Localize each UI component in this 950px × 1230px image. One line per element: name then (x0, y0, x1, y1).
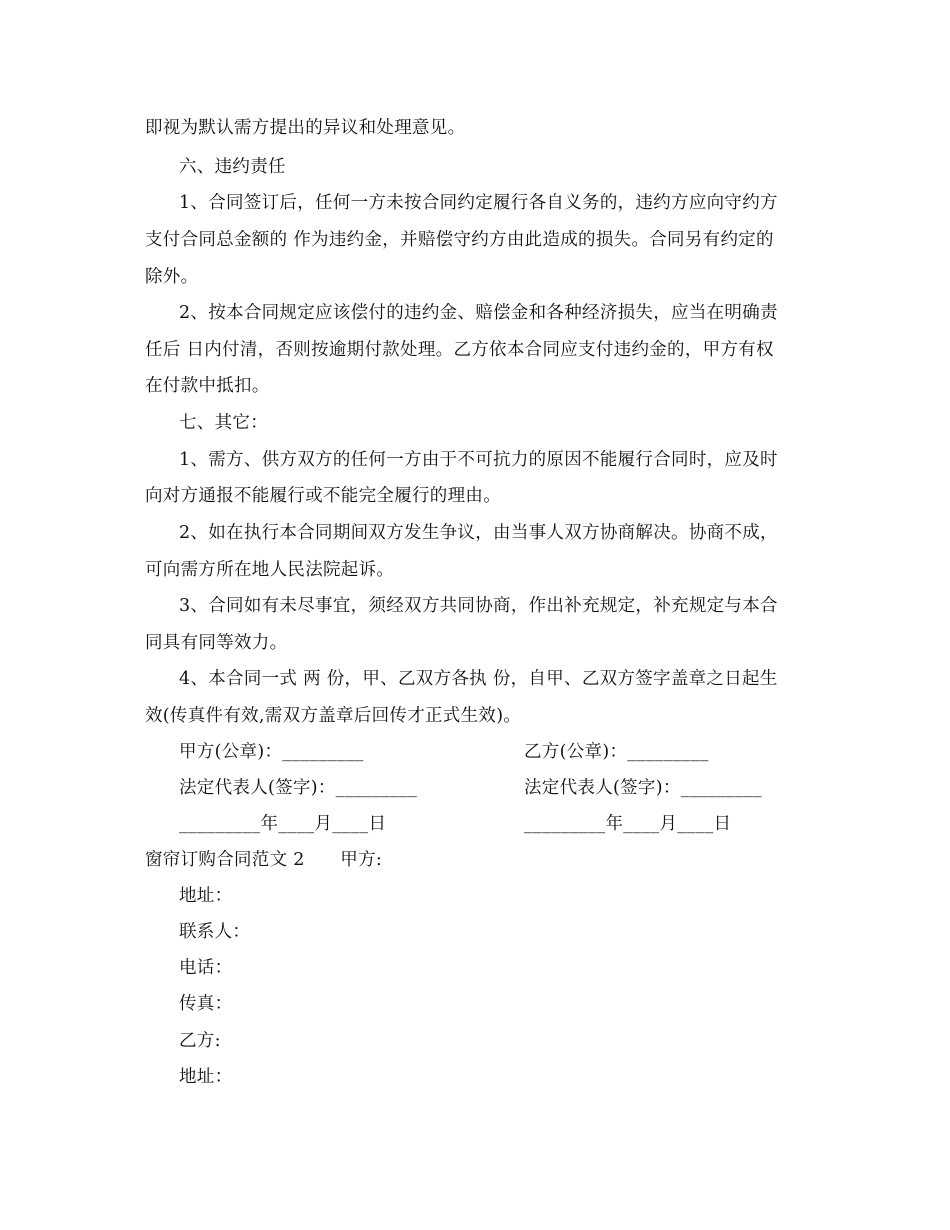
body-line: 除外。 (145, 267, 199, 287)
contact-label: 联系人： (179, 922, 251, 942)
body-line: 4、本合同一式 两 份，甲、乙双方各执 份，自甲、乙双方签字盖章之日起生 (179, 669, 778, 689)
body-line: 2、如在执行本合同期间双方发生争议，由当事人双方协商解决。协商不成， (179, 523, 778, 543)
body-line: 即视为默认需方提出的异议和处理意见。 (145, 118, 466, 138)
party-b-seal-field: 乙方(公章)：_________ (524, 742, 709, 762)
body-line: 在付款中抵扣。 (145, 376, 270, 396)
body-line: 效(传真件有效,需双方盖章后回传才正式生效)。 (145, 706, 522, 726)
body-line: 1、需方、供方双方的任何一方由于不可抗力的原因不能履行合同时，应及时 (179, 450, 778, 470)
fax-label: 传真： (179, 994, 233, 1014)
party-a-rep-field: 法定代表人(签字)：_________ (179, 778, 418, 798)
party-a-date-field: _________年____月____日 (179, 814, 387, 834)
body-line: 3、合同如有未尽事宜，须经双方共同协商，作出补充规定，补充规定与本合 (179, 596, 778, 616)
body-line: 同具有同等效力。 (145, 633, 288, 653)
address-label: 地址： (179, 1067, 233, 1087)
body-line: 向对方通报不能履行或不能完全履行的理由。 (145, 486, 501, 506)
contract-2-heading: 窗帘订购合同范文 2 甲方: (145, 850, 383, 870)
party-a-seal-field: 甲方(公章)：_________ (179, 742, 364, 762)
party-b-label: 乙方: (179, 1031, 221, 1051)
section-heading-breach: 六、违约责任 (179, 157, 286, 177)
body-line: 可向需方所在地人民法院起诉。 (145, 560, 395, 580)
body-line: 2、按本合同规定应该偿付的违约金、赔偿金和各种经济损失，应当在明确责 (179, 303, 778, 323)
party-b-date-field: _________年____月____日 (524, 814, 732, 834)
address-label: 地址： (179, 886, 233, 906)
body-line: 任后 日内付清，否则按逾期付款处理。乙方依本合同应支付违约金的，甲方有权 (145, 340, 774, 360)
body-line: 支付合同总金额的 作为违约金，并赔偿守约方由此造成的损失。合同另有约定的 (145, 230, 774, 250)
section-heading-other: 七、其它： (179, 413, 268, 433)
body-line: 1、合同签订后，任何一方未按合同约定履行各自义务的，违约方应向守约方 (179, 193, 778, 213)
phone-label: 电话： (179, 958, 233, 978)
party-b-rep-field: 法定代表人(签字)：_________ (524, 778, 763, 798)
